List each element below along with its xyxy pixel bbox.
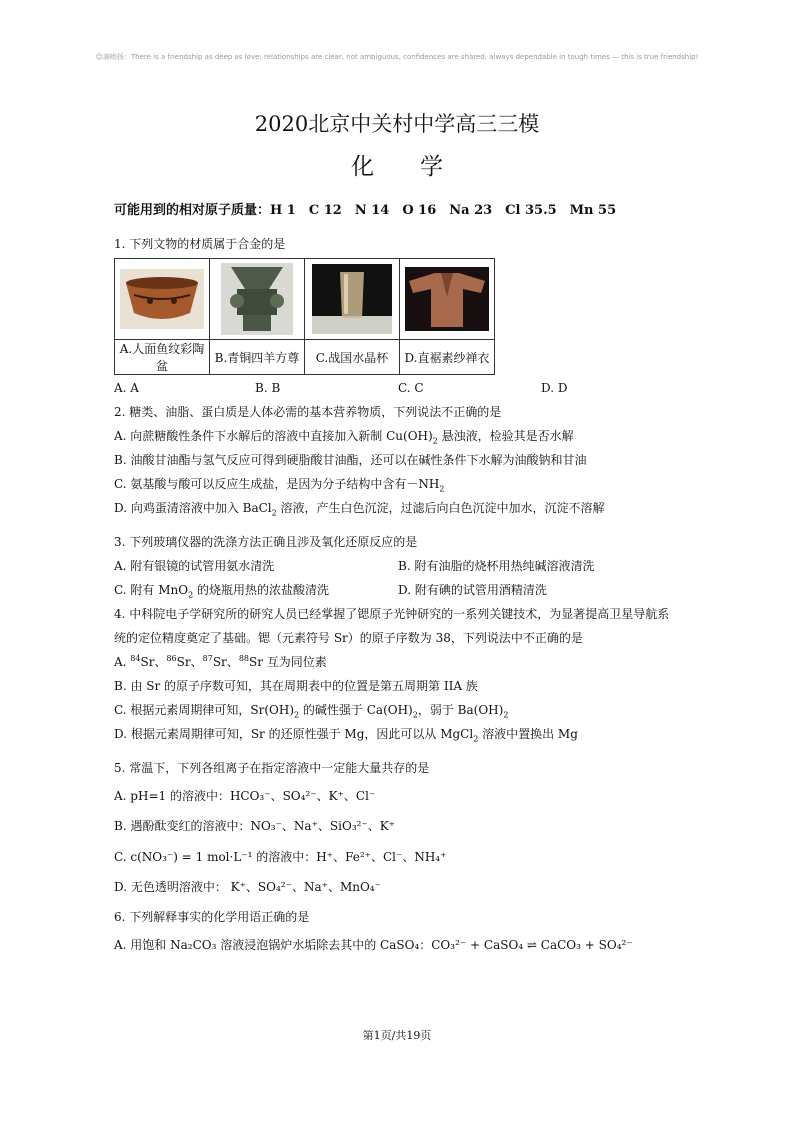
q3-stem: 3. 下列玻璃仪器的洗涤方法正确且涉及氧化还原反应的是 xyxy=(114,535,418,549)
caption-b: B.青铜四羊方尊 xyxy=(210,340,305,375)
q2-option-b: B. 油酸甘油酯与氢气反应可得到硬脂酸甘油酯，还可以在碱性条件下水解为油酸钠和甘油 xyxy=(114,453,587,467)
exam-title: 2020北京中关村中学高三三模 xyxy=(254,112,540,136)
artifact-bronze-cell xyxy=(210,259,305,340)
subject-title: 化 学 xyxy=(351,154,443,180)
q2-option-d: D. 向鸡蛋清溶液中加入 BaCl$_2$ 溶液，产生白色沉淀，过滤后向白色沉淀中加水，沉淀不溶解 xyxy=(114,501,605,518)
q4-option-a: A. $^{84}$Sr、$^{86}$Sr、$^{87}$Sr、$^{88}$Sr 互为同位素 xyxy=(114,654,327,669)
q4-option-b: B. 由 Sr 的原子序数可知，其在周期表中的位置是第五周期第 IIA 族 xyxy=(114,679,478,693)
watermark: ☺滴呦扬：There is a friendship as deep as love; relationships are clear, not ambiguous, confidences are shared; always dependable in tough times — this is true friendship! xyxy=(95,53,699,61)
q2-option-c: C. 氨基酸与酸可以反应生成盐，是因为分子结构中含有$-NH_2$ xyxy=(114,477,445,494)
q5-option-a: A. pH=1 的溶液中：HCO₃⁻、SO₄²⁻、K⁺、Cl⁻ xyxy=(114,789,376,803)
caption-d: D.直裾素纱禅衣 xyxy=(400,340,495,375)
q2-stem: 2. 糖类、油脂、蛋白质是人体必需的基本营养物质，下列说法不正确的是 xyxy=(114,405,502,419)
q5-stem: 5. 常温下，下列各组离子在指定溶液中一定能大量共存的是 xyxy=(114,761,430,775)
crystal-cup-image xyxy=(312,264,392,334)
artifact-crystal-cell xyxy=(305,259,400,340)
q3-option-b: B. 附有油脂的烧杯用热纯碱溶液清洗 xyxy=(398,559,595,573)
q4-stem-line1: 4. 中科院电子学研究所的研究人员已经掌握了锶原子光钟研究的一系列关键技术，为显著提高卫星导航系 xyxy=(114,607,670,621)
artifact-pottery-cell xyxy=(115,259,210,340)
q4-stem-line2: 统的定位精度奠定了基础。锶（元素符号 Sr）的原子序数为 38，下列说法中不正确的是 xyxy=(114,631,583,645)
q3-option-c: C. 附有 MnO$_2$ 的烧瓶用热的浓盐酸清洗 xyxy=(114,583,329,600)
q6-option-a: A. 用饱和 Na₂CO₃ 溶液浸泡锅炉水垢除去其中的 CaSO₄：CO₃²⁻ + CaSO₄ ⇌ CaCO₃ + SO₄²⁻ xyxy=(114,938,633,952)
q4-option-d: D. 根据元素周期律可知，Sr 的还原性强于 Mg，因此可以从 MgCl$_2$ 溶液中置换出 Mg xyxy=(114,727,578,744)
artifact-silk-cell xyxy=(400,259,495,340)
q6-stem: 6. 下列解释事实的化学用语正确的是 xyxy=(114,910,310,924)
bronze-zun-image xyxy=(221,263,293,335)
pottery-basin-image xyxy=(120,269,204,329)
caption-a: A.人面鱼纹彩陶盆 xyxy=(115,340,210,375)
q1-option-b: B. B xyxy=(255,381,281,395)
q1-option-d: D. D xyxy=(541,381,568,395)
q1-option-a: A. A xyxy=(114,381,139,395)
q1-stem: 1. 下列文物的材质属于合金的是 xyxy=(114,237,286,251)
q5-option-d: D. 无色透明溶液中： K⁺、SO₄²⁻、Na⁺、MnO₄⁻ xyxy=(114,880,381,894)
atomic-masses: 可能用到的相对原子质量：H 1 C 12 N 14 O 16 Na 23 Cl 35.5 Mn 55 xyxy=(114,203,617,218)
q2-option-a: A. 向蔗糖酸性条件下水解后的溶液中直接加入新制 $Cu(OH)_2$ 悬浊液，检验其是否水解 xyxy=(114,429,574,446)
q1-option-c: C. C xyxy=(398,381,424,395)
q5-option-b: B. 遇酚酞变红的溶液中：NO₃⁻、Na⁺、SiO₃²⁻、K⁺ xyxy=(114,819,396,833)
q3-option-a: A. 附有银镜的试管用氨水清洗 xyxy=(114,559,275,573)
q1-artifact-table xyxy=(114,258,495,375)
q5-option-c: C. c(NO₃⁻) = 1 mol·L⁻¹ 的溶液中：H⁺、Fe²⁺、Cl⁻、NH₄⁺ xyxy=(114,850,447,864)
caption-c: C.战国水晶杯 xyxy=(305,340,400,375)
q3-option-d: D. 附有碘的试管用酒精清洗 xyxy=(398,583,547,597)
page-footer: 第1页/共19页 xyxy=(362,1029,432,1042)
q4-option-c: C. 根据元素周期律可知，$Sr(OH)_2$ 的碱性强于 $Ca(OH)_2$，弱于 $Ba(OH)_2$ xyxy=(114,703,509,720)
silk-robe-image xyxy=(405,267,489,331)
